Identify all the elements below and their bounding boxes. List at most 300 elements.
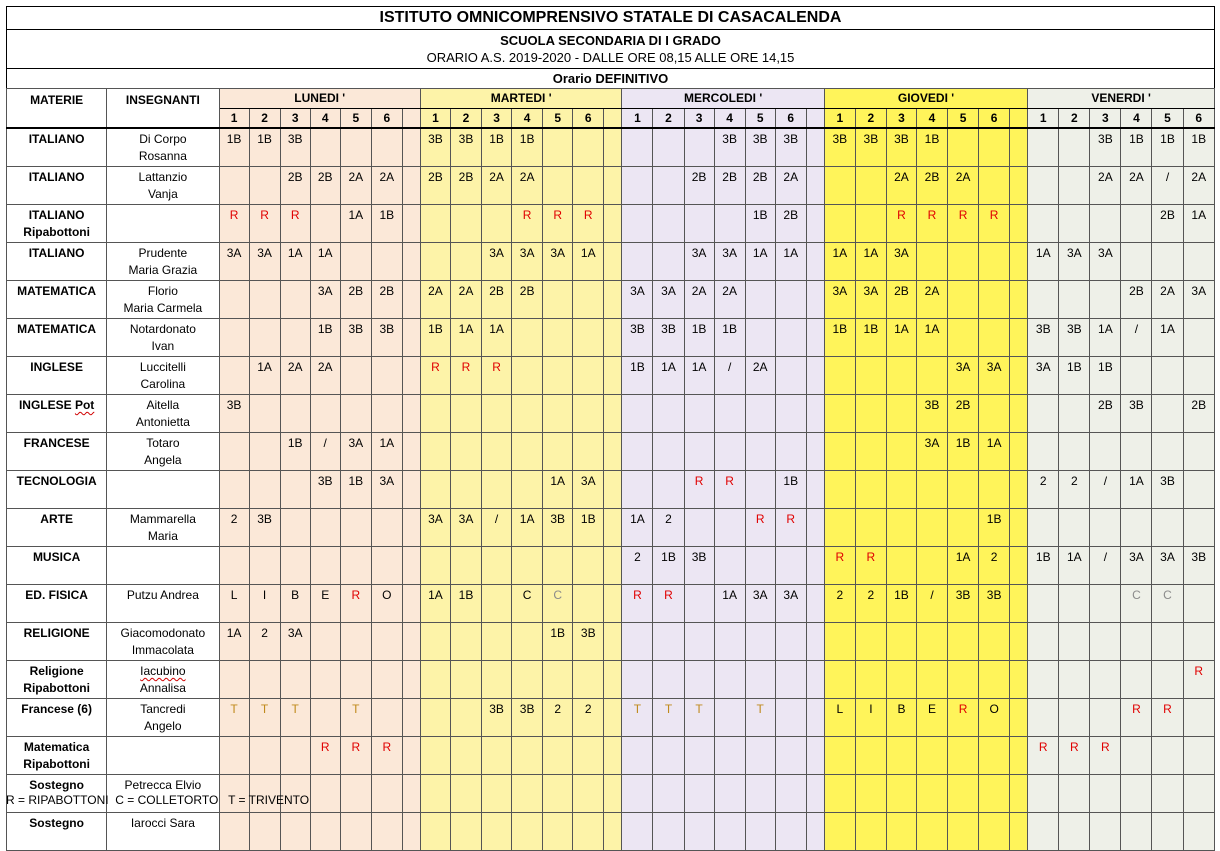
schedule-cell xyxy=(979,737,1010,775)
day-gap xyxy=(402,813,420,851)
day-gap xyxy=(806,699,824,737)
day-header-3: GIOVEDI ' xyxy=(824,89,1027,109)
subject-name: ITALIANO xyxy=(28,208,85,222)
schedule-cell xyxy=(714,205,745,243)
period-number: 1 xyxy=(1028,109,1059,129)
schedule-cell: 1B xyxy=(916,128,947,167)
schedule-cell: 1A xyxy=(1059,547,1090,585)
schedule-cell xyxy=(573,547,604,585)
schedule-cell xyxy=(340,395,371,433)
teacher-name: Prudente xyxy=(138,246,188,260)
schedule-cell: 2B xyxy=(714,167,745,205)
period-number: 6 xyxy=(979,109,1010,129)
schedule-cell xyxy=(775,737,806,775)
schedule-cell: 1B xyxy=(1028,547,1059,585)
schedule-cell: 1A xyxy=(371,433,402,471)
schedule-cell xyxy=(249,395,280,433)
schedule-cell: R xyxy=(1183,661,1214,699)
period-number: 6 xyxy=(573,109,604,129)
schedule-cell: 3A xyxy=(855,281,886,319)
schedule-cell xyxy=(543,128,573,167)
schedule-cell xyxy=(855,661,886,699)
schedule-cell xyxy=(1028,509,1059,547)
schedule-cell: R xyxy=(1028,737,1059,775)
schedule-cell: 1A xyxy=(714,585,745,623)
schedule-cell xyxy=(1152,737,1183,775)
schedule-cell: 3B xyxy=(886,128,916,167)
schedule-cell xyxy=(714,699,745,737)
schedule-cell xyxy=(420,547,450,585)
subject-name-part: INGLESE xyxy=(18,398,75,412)
schedule-cell: R xyxy=(886,205,916,243)
subject-cell xyxy=(7,319,107,357)
day-gap xyxy=(604,471,622,509)
schedule-cell xyxy=(543,167,573,205)
schedule-cell xyxy=(420,395,450,433)
schedule-cell xyxy=(1152,357,1183,395)
schedule-cell xyxy=(714,433,745,471)
schedule-cell xyxy=(916,509,947,547)
schedule-cell: 3A xyxy=(979,357,1010,395)
schedule-cell: 2 xyxy=(1059,471,1090,509)
schedule-cell xyxy=(1121,205,1152,243)
teacher-cell xyxy=(107,813,219,851)
table-row xyxy=(7,661,1215,699)
schedule-cell xyxy=(775,661,806,699)
schedule-cell xyxy=(714,737,745,775)
teacher-name: Iarocci Sara xyxy=(130,816,195,830)
schedule-cell xyxy=(573,433,604,471)
period-number: 1 xyxy=(420,109,450,129)
schedule-cell xyxy=(450,699,481,737)
schedule-cell xyxy=(653,813,684,851)
period-number: 1 xyxy=(219,109,249,129)
schedule-cell xyxy=(745,395,775,433)
day-gap xyxy=(806,167,824,205)
teacher-name: Di Corpo xyxy=(139,132,187,146)
schedule-cell xyxy=(371,128,402,167)
schedule-cell: 3B xyxy=(371,319,402,357)
subject-cell xyxy=(7,167,107,205)
subject-name: Matematica xyxy=(23,740,90,754)
schedule-cell: 1B xyxy=(886,585,916,623)
schedule-cell: T xyxy=(280,699,310,737)
period-number: 3 xyxy=(886,109,916,129)
schedule-cell xyxy=(1183,357,1214,395)
schedule-cell: 1A xyxy=(684,357,714,395)
subject-name: Francese (6) xyxy=(21,702,92,716)
schedule-cell xyxy=(219,357,249,395)
schedule-cell xyxy=(824,433,855,471)
schedule-cell xyxy=(249,471,280,509)
subject-name: MATEMATICA xyxy=(17,322,97,336)
schedule-cell xyxy=(886,737,916,775)
table-row xyxy=(7,623,1215,661)
schedule-cell: 3A xyxy=(280,623,310,661)
schedule-cell: R xyxy=(948,699,979,737)
schedule-cell xyxy=(653,471,684,509)
schedule-cell xyxy=(653,737,684,775)
teacher-name: Immacolata xyxy=(131,643,194,657)
schedule-cell: T xyxy=(249,699,280,737)
subject-name: Ripabottoni xyxy=(23,757,90,771)
teacher-name: Angela xyxy=(144,453,182,467)
schedule-cell: O xyxy=(979,699,1010,737)
schedule-cell xyxy=(1059,699,1090,737)
schedule-cell: 2A xyxy=(714,281,745,319)
schedule-cell xyxy=(1059,167,1090,205)
subject-name: ARTE xyxy=(40,512,73,526)
schedule-cell: B xyxy=(886,699,916,737)
schedule-cell: R xyxy=(622,585,653,623)
schedule-cell xyxy=(420,433,450,471)
period-number: 4 xyxy=(512,109,543,129)
schedule-cell xyxy=(886,813,916,851)
day-gap xyxy=(1010,433,1028,471)
schedule-cell: 1A xyxy=(249,357,280,395)
schedule-cell: 2A xyxy=(371,167,402,205)
schedule-cell xyxy=(280,471,310,509)
schedule-cell: 3A xyxy=(684,243,714,281)
schedule-cell xyxy=(219,319,249,357)
schedule-cell xyxy=(450,661,481,699)
teacher-name: Florio xyxy=(147,284,178,298)
day-gap xyxy=(806,243,824,281)
schedule-cell: 1A xyxy=(855,243,886,281)
schedule-cell xyxy=(482,205,512,243)
schedule-cell: 1B xyxy=(775,471,806,509)
schedule-cell xyxy=(855,357,886,395)
schedule-cell: 1A xyxy=(219,623,249,661)
schedule-cell: 1B xyxy=(622,357,653,395)
table-row xyxy=(7,471,1215,509)
schedule-cell xyxy=(979,813,1010,851)
schedule-cell xyxy=(249,167,280,205)
schedule-cell: 3A xyxy=(886,243,916,281)
day-gap xyxy=(806,509,824,547)
schedule-cell xyxy=(745,661,775,699)
schedule-cell xyxy=(280,547,310,585)
schedule-cell: 3A xyxy=(1152,547,1183,585)
period-number: 2 xyxy=(653,109,684,129)
schedule-cell xyxy=(714,509,745,547)
schedule-cell: 1B xyxy=(1152,128,1183,167)
schedule-cell xyxy=(622,128,653,167)
schedule-cell xyxy=(310,509,340,547)
schedule-cell xyxy=(450,243,481,281)
schedule-cell xyxy=(886,661,916,699)
schedule-cell xyxy=(573,813,604,851)
schedule-cell xyxy=(855,433,886,471)
schedule-cell xyxy=(219,167,249,205)
schedule-cell: 3B xyxy=(280,128,310,167)
schedule-cell xyxy=(948,737,979,775)
schedule-cell xyxy=(714,547,745,585)
schedule-cell: 3B xyxy=(219,395,249,433)
schedule-cell: 2 xyxy=(622,547,653,585)
schedule-cell xyxy=(1028,433,1059,471)
day-gap xyxy=(402,585,420,623)
schedule-cell: 1B xyxy=(340,471,371,509)
schedule-cell xyxy=(573,737,604,775)
schedule-cell xyxy=(573,281,604,319)
schedule-cell: 3A xyxy=(824,281,855,319)
schedule-cell: / xyxy=(482,509,512,547)
schedule-cell xyxy=(280,509,310,547)
schedule-cell xyxy=(948,661,979,699)
schedule-cell xyxy=(916,623,947,661)
day-gap xyxy=(402,167,420,205)
schedule-cell xyxy=(371,509,402,547)
schedule-cell: R xyxy=(420,357,450,395)
day-gap xyxy=(402,205,420,243)
schedule-cell xyxy=(824,395,855,433)
schedule-cell: 3B xyxy=(714,128,745,167)
schedule-cell xyxy=(824,471,855,509)
schedule-cell: / xyxy=(714,357,745,395)
schedule-cell xyxy=(979,623,1010,661)
teacher-cell xyxy=(107,585,219,623)
schedule-cell xyxy=(280,813,310,851)
schedule-cell xyxy=(280,395,310,433)
schedule-cell xyxy=(1028,281,1059,319)
schedule-cell: 3A xyxy=(310,281,340,319)
schedule-cell xyxy=(979,319,1010,357)
schedule-cell: 1A xyxy=(622,509,653,547)
schedule-cell xyxy=(420,661,450,699)
schedule-cell: 1A xyxy=(450,319,481,357)
schedule-cell: 1B xyxy=(1059,357,1090,395)
subject-name: MUSICA xyxy=(32,550,81,564)
day-gap xyxy=(1010,737,1028,775)
teacher-name: Ivan xyxy=(151,339,175,353)
schedule-cell: 1B xyxy=(653,547,684,585)
schedule-cell xyxy=(714,813,745,851)
subject-name: Religione xyxy=(29,664,84,678)
schedule-cell xyxy=(1028,699,1059,737)
schedule-cell: 3B xyxy=(745,128,775,167)
schedule-cell: 2A xyxy=(420,281,450,319)
schedule-cell: R xyxy=(340,585,371,623)
table-row xyxy=(7,395,1215,433)
schedule-cell: 3A xyxy=(573,471,604,509)
schedule-cell: 2 xyxy=(543,699,573,737)
schedule-cell: 3A xyxy=(916,433,947,471)
schedule-cell xyxy=(684,623,714,661)
teacher-name: Carolina xyxy=(140,377,186,391)
teacher-cell xyxy=(107,281,219,319)
schedule-cell xyxy=(450,205,481,243)
subject-name: Sostegno xyxy=(29,816,84,830)
teacher-name: Vanja xyxy=(147,187,178,201)
day-gap xyxy=(1010,471,1028,509)
subject-cell xyxy=(7,433,107,471)
schedule-cell: R xyxy=(684,471,714,509)
schedule-cell: 1A xyxy=(824,243,855,281)
schedule-cell xyxy=(653,167,684,205)
schedule-cell: 3B xyxy=(543,509,573,547)
period-number: 5 xyxy=(948,109,979,129)
period-number: 3 xyxy=(684,109,714,129)
day-gap xyxy=(604,623,622,661)
schedule-cell: 3A xyxy=(371,471,402,509)
subject-cell xyxy=(7,623,107,661)
schedule-cell: L xyxy=(219,585,249,623)
schedule-cell: 2B xyxy=(1090,395,1121,433)
schedule-cell: 2B xyxy=(1183,395,1214,433)
schedule-cell xyxy=(512,813,543,851)
schedule-cell xyxy=(450,813,481,851)
schedule-cell xyxy=(948,471,979,509)
schedule-cell xyxy=(1152,623,1183,661)
day-header-0: LUNEDI ' xyxy=(219,89,420,109)
teacher-name: Giacomodonato xyxy=(120,626,206,640)
schedule-cell xyxy=(622,167,653,205)
schedule-cell xyxy=(622,205,653,243)
schedule-cell: O xyxy=(371,585,402,623)
schedule-cell: 1B xyxy=(855,319,886,357)
schedule-cell: 1A xyxy=(340,205,371,243)
schedule-cell xyxy=(482,433,512,471)
schedule-cell xyxy=(1121,509,1152,547)
schedule-cell: 2A xyxy=(1090,167,1121,205)
subject-name-part: Pot xyxy=(74,398,95,412)
schedule-cell: T xyxy=(340,699,371,737)
subject-cell xyxy=(7,471,107,509)
schedule-cell: R xyxy=(543,205,573,243)
schedule-cell: R xyxy=(310,737,340,775)
schedule-cell: 3A xyxy=(420,509,450,547)
schedule-cell xyxy=(622,433,653,471)
schedule-cell xyxy=(340,128,371,167)
schedule-hours: ORARIO A.S. 2019-2020 - DALLE ORE 08,15 ALLE ORE 14,15 xyxy=(426,50,795,65)
schedule-cell: T xyxy=(653,699,684,737)
teacher-name: Maria xyxy=(147,529,178,543)
schedule-cell xyxy=(1090,623,1121,661)
schedule-cell xyxy=(1121,813,1152,851)
schedule-cell xyxy=(482,471,512,509)
schedule-cell xyxy=(450,547,481,585)
teacher-name: Aitella xyxy=(146,398,180,412)
day-gap xyxy=(1010,281,1028,319)
schedule-cell xyxy=(573,357,604,395)
schedule-cell: 3A xyxy=(745,585,775,623)
subject-cell xyxy=(7,205,107,243)
schedule-cell: 1B xyxy=(1090,357,1121,395)
schedule-cell xyxy=(1183,699,1214,737)
schedule-cell: 1B xyxy=(219,128,249,167)
teacher-name: Luccitelli xyxy=(139,360,186,374)
schedule-cell xyxy=(948,243,979,281)
table-row xyxy=(7,319,1215,357)
teacher-name: Maria Carmela xyxy=(123,301,203,315)
schedule-cell xyxy=(979,395,1010,433)
schedule-cell xyxy=(280,661,310,699)
teacher-name: Iacubino xyxy=(140,664,186,678)
teacher-name: Antonietta xyxy=(135,415,190,429)
schedule-cell: 1A xyxy=(1183,205,1214,243)
schedule-cell: R xyxy=(1152,699,1183,737)
table-row xyxy=(7,281,1215,319)
day-header-1: MARTEDI ' xyxy=(420,89,621,109)
schedule-cell xyxy=(1121,357,1152,395)
schedule-cell xyxy=(310,547,340,585)
schedule-cell: T xyxy=(622,699,653,737)
schedule-cell xyxy=(1090,699,1121,737)
schedule-cell xyxy=(886,509,916,547)
schedule-cell: 3A xyxy=(219,243,249,281)
day-gap xyxy=(806,661,824,699)
schedule-cell xyxy=(450,471,481,509)
schedule-cell xyxy=(310,623,340,661)
schedule-cell: 1B xyxy=(371,205,402,243)
teacher-cell xyxy=(107,319,219,357)
schedule-cell xyxy=(684,509,714,547)
schedule-cell xyxy=(1183,737,1214,775)
day-gap xyxy=(402,737,420,775)
schedule-cell: R xyxy=(1059,737,1090,775)
period-number: 5 xyxy=(543,109,573,129)
schedule-cell xyxy=(714,395,745,433)
subject-cell xyxy=(7,128,107,167)
schedule-cell xyxy=(653,433,684,471)
subject-cell xyxy=(7,395,107,433)
schedule-cell xyxy=(745,737,775,775)
schedule-cell xyxy=(886,547,916,585)
schedule-cell xyxy=(1090,281,1121,319)
schedule-cell xyxy=(573,319,604,357)
schedule-cell: T xyxy=(219,699,249,737)
schedule-cell: 2A xyxy=(1183,167,1214,205)
schedule-cell: 1B xyxy=(684,319,714,357)
schedule-cell xyxy=(310,395,340,433)
schedule-cell xyxy=(1183,509,1214,547)
day-gap xyxy=(604,585,622,623)
schedule-cell xyxy=(1028,623,1059,661)
schedule-cell xyxy=(622,737,653,775)
teacher-cell xyxy=(107,737,219,775)
schedule-cell xyxy=(653,205,684,243)
schedule-cell xyxy=(979,471,1010,509)
schedule-cell xyxy=(1090,433,1121,471)
schedule-cell: 2A xyxy=(450,281,481,319)
schedule-cell xyxy=(420,813,450,851)
subject-cell xyxy=(7,813,107,851)
schedule-cell xyxy=(775,813,806,851)
schedule-cell: 2A xyxy=(745,357,775,395)
schedule-cell xyxy=(1090,205,1121,243)
schedule-cell xyxy=(916,357,947,395)
schedule-cell: 2B xyxy=(1152,205,1183,243)
day-gap xyxy=(1010,623,1028,661)
schedule-cell xyxy=(543,813,573,851)
schedule-cell xyxy=(1121,433,1152,471)
period-number: 5 xyxy=(340,109,371,129)
schedule-cell xyxy=(916,661,947,699)
schedule-cell: T xyxy=(684,699,714,737)
schedule-cell xyxy=(684,585,714,623)
schedule-cell xyxy=(219,281,249,319)
timetable-grid xyxy=(6,88,1215,851)
schedule-cell: 3B xyxy=(249,509,280,547)
schedule-cell xyxy=(310,699,340,737)
period-number: 4 xyxy=(310,109,340,129)
schedule-cell xyxy=(340,243,371,281)
schedule-cell: 1A xyxy=(775,243,806,281)
schedule-cell xyxy=(371,699,402,737)
schedule-cell xyxy=(371,623,402,661)
schedule-cell xyxy=(684,661,714,699)
